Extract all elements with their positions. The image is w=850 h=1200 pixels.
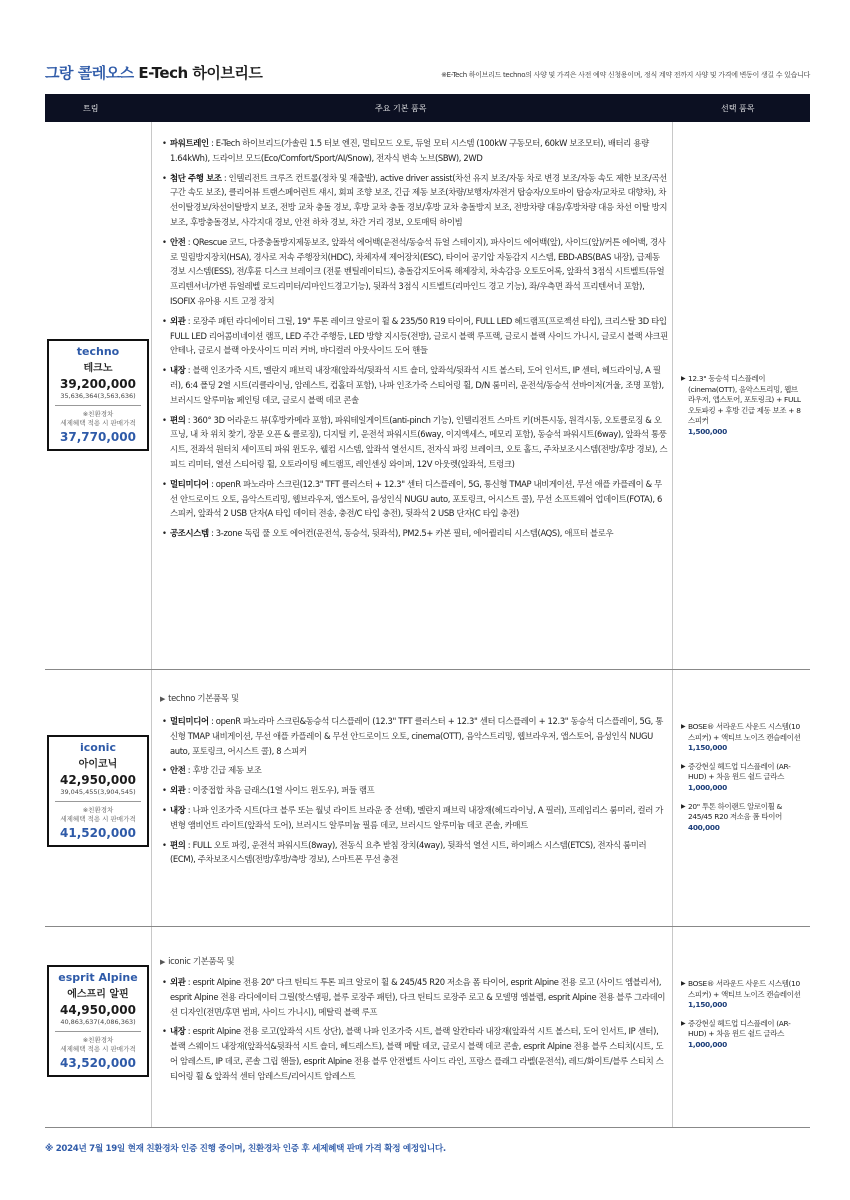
feature-label: 외관 <box>170 315 186 326</box>
option-price: 1,500,000 <box>688 426 727 436</box>
title-prefix: 그랑 콜레오스 <box>45 64 134 82</box>
page-title <box>45 62 262 83</box>
trim-note-line: 세제혜택 적용 시 판매가격 <box>60 1045 136 1053</box>
feature-label: 외관 <box>170 785 186 796</box>
feature-text: : 인텔리전트 크루즈 컨트롤(정차 및 재출발), active driver assist(차선 유지 보조/자동 차로 변경 보조/자동 속도 제한 보조/곡선 구간 속도 보조), 클리어뷰 트랜스페어런트 섀시, 회피 조향 보조, 긴급 제동 보조(차량/보행자/자전거 탑승자/오토바이 탑승자/교차로 대향차), 차선이탈경보/차선이탈방지 보조, 전방 교차 충돌 경보, 후방 교차 충돌 경보/후방 교차 충돌방지 보조, 전방차량 대응/후방차량 대응 차선 이탈 방지 보조, 후방충돌경보, 사각지대 경보, 안전 하차 경보, 차간 거리 경보, 오토매틱 하이빔 <box>170 172 668 227</box>
triangle-icon: ▶ <box>160 958 166 966</box>
feature-label: 내장 <box>170 804 186 815</box>
option-item <box>681 762 804 794</box>
option-price: 1,000,000 <box>688 782 727 792</box>
triangle-icon: ▶ <box>160 695 166 703</box>
feature-item <box>162 838 668 868</box>
feature-label: 파워트레인 <box>170 138 209 148</box>
trim-price: 39,200,000 <box>60 377 136 391</box>
feature-item <box>162 477 668 521</box>
trim-note-line: 세제혜택 적용 시 판매가격 <box>60 419 136 427</box>
trim-row-esprit-alpine <box>45 927 810 1128</box>
option-text: BOSE® 서라운드 사운드 시스템(10 스피커) + 액티브 노이즈 캔슬레이션 <box>688 979 801 999</box>
triangle-icon: ▶ <box>681 375 686 382</box>
divider <box>55 1031 141 1032</box>
feature-item <box>162 136 668 166</box>
feature-text: : E-Tech 하이브리드(가솔린 1.5 터보 엔진, 멀티모드 오토, 듀얼 모터 시스템 (100kW 구동모터, 60kW 보조모터), 배터리 용량 1.64kWh), 드라이브 모드(Eco/Comfort/Sport/AI/Snow), 전자식 변속 노브(SBW), 2WD <box>170 138 649 163</box>
triangle-icon: ▶ <box>681 762 686 770</box>
base-items-line <box>160 955 234 967</box>
triangle-icon: ▶ <box>681 723 686 730</box>
feature-label: 첨단 주행 보조 <box>170 172 222 183</box>
feature-item <box>162 975 668 1019</box>
trim-price: 44,950,000 <box>60 1003 136 1017</box>
trim-card <box>47 735 149 847</box>
option-item <box>681 979 804 1011</box>
feature-item <box>162 235 668 309</box>
triangle-icon: ▶ <box>681 802 686 810</box>
option-text: 증강현실 헤드업 디스플레이 (AR-HUD) + 차음 윈드 쉴드 글라스 <box>688 761 791 782</box>
options-cell <box>673 927 810 1127</box>
trim-cell <box>45 670 152 926</box>
trim-note <box>49 806 147 824</box>
options-cell <box>673 122 810 669</box>
title-main: E-Tech 하이브리드 <box>138 64 263 82</box>
footnote: ※ 2024년 7월 19일 현재 친환경차 인증 진행 중이며, 친환경차 인증 후 세제혜택 판매 가격 확정 예정입니다. <box>45 1144 446 1154</box>
trim-note <box>49 1036 147 1054</box>
trim-card <box>47 339 149 451</box>
trim-price: 42,950,000 <box>60 773 136 787</box>
base-items-line <box>160 692 239 704</box>
trim-note-line: ※친환경차 <box>82 806 114 814</box>
trim-name-ko: 에스프리 알핀 <box>67 989 129 1000</box>
feature-text: : 이중접합 차음 글래스(1열 사이드 윈도우), 퍼들 램프 <box>185 785 375 796</box>
feature-item <box>162 413 668 472</box>
feature-text: : 후방 긴급 제동 보조 <box>185 765 262 776</box>
option-item <box>681 802 804 834</box>
feature-label: 안전 <box>170 236 186 247</box>
trim-cell <box>45 122 152 669</box>
table-header <box>45 94 810 122</box>
feature-label: 멀티미디어 <box>170 478 209 489</box>
column-header-trim: 트림 <box>83 104 99 113</box>
base-items-text: iconic 기본품목 및 <box>168 956 235 966</box>
feature-text: : esprit Alpine 전용 로고(앞좌석 시트 상단), 블랙 나파 인조가죽 시트, 블랙 알칸타라 내장재(앞좌석 시트 볼스터, 도어 인서트, IP 센터), 블랙 스웨이드 내장재(앞좌석&뒷좌석 시트 숄더, 헤드레스트), 블랙 메탈 데코, 글로시 블랙 데코 콘솔, esprit Alpine 전용 블루 스티치(시트, 도어 암레스트, IP 데코, 콘솔 그립 핸들), esprit Alpine 전용 블루 안전벨트 사이드 라인, 프랑스 플래그 라벨(운전석), 레드/화이트/블루 스티치 스티어링 휠 & 앞좌석 센터 암레스트/리어시트 암레스트 <box>170 1026 664 1081</box>
feature-text: : FULL 오토 파킹, 운전석 파워시트(8way), 전동식 요추 받침 장치(4way), 뒷좌석 열선 시트, 하이패스 시스템(ETCS), 전자식 룸미러(ECM), 주차보조시스템(전방/후방/측방 경보), 스마트폰 무선 충전 <box>170 839 647 865</box>
feature-label: 안전 <box>170 765 186 776</box>
feature-text: : 나파 인조가죽 시트(다크 블루 또는 월넛 라이트 브라운 중 선택), 멜란지 패브릭 내장재(헤드라이닝, A 필러), 프레임리스 룸미러, 컬러 가변형 앰비언트 라이트(앞좌석 도어), 브러시드 알루미늄 필름 데코, 브러시드 알루미늄 데코 콘솔, 카매트 <box>170 804 663 830</box>
trim-final-price: 37,770,000 <box>60 430 136 444</box>
feature-label: 내장 <box>170 1026 186 1037</box>
header-note: ※E-Tech 하이브리드 techno의 사양 및 가격은 사전 예약 신청용이며, 정식 계약 전까지 사양 및 가격에 변동이 생길 수 있습니다 <box>441 71 810 79</box>
features-cell <box>152 927 673 1127</box>
option-price: 1,000,000 <box>688 1039 727 1049</box>
option-text: BOSE® 서라운드 사운드 시스템(10 스피커) + 액티브 노이즈 캔슬레이션 <box>688 722 801 742</box>
page-header <box>45 60 810 90</box>
trim-name-en: iconic <box>80 741 116 754</box>
features-cell <box>152 122 673 669</box>
option-item <box>681 722 804 754</box>
feature-item <box>162 763 668 778</box>
column-header-features: 주요 기본 품목 <box>375 104 427 113</box>
feature-text: : 360° 3D 어라운드 뷰(후방카메라 포함), 파워테일게이트(anti-pinch 기능), 인텔리전트 스마트 키(버튼시동, 원격시동, 오토클로징 & 오프닝, 내 차 위치 찾기, 장문 오픈 & 클로징), 디지털 키, 운전석 파워시트(6way, 이지액세스, 메모리 포함), 동승석 파워시트(6way), 앞좌석 통풍시트, 전좌석 원터치 세이프티 파워 윈도우, 웰컴 시스템, 앞좌석 열선시트, 전자식 파킹 브레이크, 오토 홀드, 주차보조시스템(전방/후방 경보), 스피드 리미터, 열선 스티어링 휠, 오토라이팅 헤드램프, 레인센싱 와이퍼, 12V 아웃렛(앞좌석, 트렁크) <box>170 414 668 469</box>
feature-item <box>162 783 668 798</box>
feature-item <box>162 314 668 358</box>
feature-list <box>162 136 668 546</box>
trim-note-line: 세제혜택 적용 시 판매가격 <box>60 815 136 823</box>
trim-name-ko: 아이코닉 <box>78 759 118 770</box>
option-price: 1,150,000 <box>688 1000 727 1010</box>
trim-note <box>49 410 147 428</box>
trim-final-price: 43,520,000 <box>60 1056 136 1070</box>
trim-price-detail: 35,636,364(3,563,636) <box>60 392 136 400</box>
trim-name-en: esprit Alpine <box>58 971 138 984</box>
option-list <box>681 374 804 446</box>
feature-list <box>162 975 668 1089</box>
option-text: 증강현실 헤드업 디스플레이 (AR-HUD) + 차음 윈드 쉴드 글라스 <box>688 1018 791 1039</box>
feature-label: 편의 <box>170 839 186 850</box>
feature-text: : 3-zone 독립 풀 오토 에어컨(운전석, 동승석, 뒷좌석), PM2.5+ 카본 필터, 에어퀄리티 시스템(AQS), 애프터 블로우 <box>208 528 614 539</box>
option-list <box>681 722 804 841</box>
trim-name-en: techno <box>76 345 120 358</box>
divider <box>55 801 141 802</box>
feature-text: : 로장주 패턴 라디에이터 그릴, 19" 투톤 레이크 알로이 휠 & 235/50 R19 타이어, FULL LED 헤드램프(프로젝션 타입), 크리스탈 3D 타입 FULL LED 리어콤비네이션 램프, LED 주간 주행등, LED 방향 지시등(전방), 글로시 블랙 루프랙, 글로시 블랙 사이드 가니시, 글로시 블랙 샤크핀 안테나, 글로시 블랙 아웃사이드 미러 커버, 바디컬러 아웃사이드 도어 핸들 <box>170 315 668 356</box>
feature-text: : 블랙 인조가죽 시트, 멜란지 패브릭 내장재(앞좌석/뒷좌석 시트 숄더, 앞좌석/뒷좌석 시트 볼스터, 도어 인서트, IP 센터, 헤드라이닝, A 필러), 6:4 폴딩 2열 시트(리클라이닝, 암레스트, 컵홀더 포함), 나파 인조가죽 스티어링 휠, D/N 룸미러, 운전석/동승석 선바이저(거울, 조명 포함), 브러시드 알루미늄 페인팅 데코, 글로시 블랙 데코 콘솔 <box>170 365 664 405</box>
features-cell <box>152 670 673 926</box>
feature-text: : openR 파노라마 스크린&동승석 디스플레이 (12.3" TFT 클러스터 + 12.3" 센터 디스플레이 + 12.3" 동승석 디스플레이, 5G, 통신형 TMAP 내비게이션, 무선 애플 카플레이 & 무선 안드로이드 오토, cinema(OTT), 음악스트리밍, 웹브라우저, 앱스토어, 음성인식 NUGU auto, 포토링크, 어시스트 콜), 8 스피커 <box>170 716 663 756</box>
feature-text: : QRescue 코드, 다중충돌방지제동보조, 앞좌석 에어백(운전석/동승석 듀얼 스테이지), 파사이드 에어백(앞), 사이드(앞)/커튼 에어백, 경사로 밀림방지장치(HSA), 경사로 저속 주행장치(HDC), 차체자세 제어장치(ESC), 타이어 공기압 자동감지 시스템, EBD-ABS(BAS 내장), 급제동 경보 시스템(ESS), 전/후륜 디스크 브레이크 (전륜 벤틸레이티드), 충돌감지도어록 해제장치, 차속감응 오토도어록, 앞좌석 3점식 시트벨트(듀얼프리텐셔너/가변 듀얼레벨 로드리미터/리마인드경고기능), 뒷좌석 3점식 시트벨트(리마인드 경고 기능), 좌/우측면 좌석 프리텐셔너 포함), ISOFIX 유아용 시트 고정 장치 <box>170 236 666 306</box>
feature-item <box>162 714 668 758</box>
trim-price-detail: 39,045,455(3,904,545) <box>60 788 136 796</box>
feature-label: 공조시스템 <box>170 528 209 539</box>
trim-final-price: 41,520,000 <box>60 826 136 840</box>
feature-list <box>162 714 668 872</box>
option-item <box>681 1019 804 1051</box>
divider <box>55 405 141 406</box>
feature-label: 외관 <box>170 977 186 987</box>
trim-card <box>47 965 149 1077</box>
feature-label: 편의 <box>170 414 186 425</box>
option-text: 20" 투톤 하이랜드 알로이휠 & 245/45 R20 저소음 폼 타이어 <box>688 801 782 822</box>
trim-row-techno <box>45 122 810 670</box>
feature-text: : openR 파노라마 스크린(12.3" TFT 클러스터 + 12.3" 센터 디스플레이, 5G, 통신형 TMAP 내비게이션, 무선 애플 카플레이 & 무선 안드로이드 오토, 음악스트리밍, 웹브라우저, 앱스토어, 음성인식 NUGU auto, 포토링크, 어시스트 콜), 무선 소프트웨어 업데이트(FOTA), 6 스피커, 앞좌석 2 USB 단자(A 타입 데이터 전송, 충전/C 타입 충전), 뒷좌석 2 USB 단자(C 타입 충전) <box>170 478 662 519</box>
base-items-text: techno 기본품목 및 <box>168 693 239 703</box>
feature-label: 내장 <box>170 365 186 376</box>
trim-name-ko: 테크노 <box>83 363 113 374</box>
option-item <box>681 374 804 438</box>
column-header-options: 선택 품목 <box>721 104 755 113</box>
options-cell <box>673 670 810 926</box>
trim-note-line: ※친환경차 <box>82 1036 114 1044</box>
option-text: 12.3" 동승석 디스플레이 (cinema(OTT), 음악스트리밍, 웹브라우저, 앱스토어, 포토링크) + FULL 오토파킹 + 후방 긴급 제동 보조 + 8 스피커 <box>688 374 801 426</box>
trim-note-line: ※친환경차 <box>82 410 114 418</box>
feature-item <box>162 171 668 230</box>
triangle-icon: ▶ <box>681 1019 686 1027</box>
trim-row-iconic <box>45 670 810 927</box>
feature-text: : esprit Alpine 전용 20" 다크 틴티드 투톤 피크 알로이 휠 & 245/45 R20 저소음 폼 타이어, esprit Alpine 전용 로고 (사이드 엠블리셔), esprit Alpine 전용 라디에이터 그릴(핫스탬핑, 블루 로장주 패턴), 다크 틴티드 로장주 로고 & 모델명 엠블렘, esprit Alpine 전용 블루 그라데이션 디자인(전면/후면 범퍼, 사이드 가니시), 메탈릭 블랙 루프 <box>170 977 666 1017</box>
option-list <box>681 979 804 1059</box>
trim-price-detail: 40,863,637(4,086,363) <box>60 1018 136 1026</box>
feature-item <box>162 1024 668 1083</box>
feature-item <box>162 526 668 541</box>
triangle-icon: ▶ <box>681 980 686 987</box>
feature-item <box>162 803 668 833</box>
option-price: 1,150,000 <box>688 743 727 753</box>
trim-cell <box>45 927 152 1127</box>
feature-item <box>162 363 668 407</box>
feature-label: 멀티미디어 <box>170 716 209 726</box>
option-price: 400,000 <box>688 822 720 832</box>
